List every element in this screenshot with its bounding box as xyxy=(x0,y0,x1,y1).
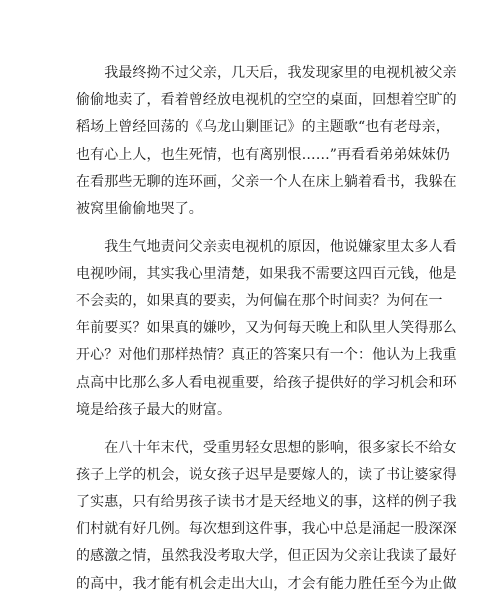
text-line: 稻场上曾经回荡的《乌龙山剿匪记》的主题歌“也有老母亲， xyxy=(76,119,450,136)
text-line: 不会卖的，如果真的要卖，为何偏在那个时间卖？为何在一 xyxy=(76,293,443,310)
text-line: 孩子上学的机会，说女孩子迟早是要嫁人的，读了书让婆家得 xyxy=(76,466,457,483)
text-line: 电视吵闹，其实我心里清楚，如果我不需要这四百元钱，他是 xyxy=(76,265,457,282)
text-line: 我生气地责问父亲卖电视机的原因，他说嫌家里太多人看 xyxy=(76,238,457,255)
text-line: 在八十年末代，受重男轻女思想的影响，很多家长不给女 xyxy=(76,439,457,456)
document-body xyxy=(76,60,457,598)
text-line: 在看那些无聊的连环画，父亲一个人在床上躺着看书，我躲在 xyxy=(76,173,457,190)
text-line: 我最终拗不过父亲，几天后，我发现家里的电视机被父亲 xyxy=(76,65,457,81)
text-line: 点高中比那么多人看电视重要，给孩子提供好的学习机会和环 xyxy=(76,374,457,391)
paragraph-2 xyxy=(76,234,457,424)
text-line: 年前要买？如果真的嫌吵，又为何每天晚上和队里人笑得那么 xyxy=(76,320,457,337)
paragraph-1 xyxy=(76,60,457,223)
text-line: 的感激之情，虽然我没考取大学，但正因为父亲让我读了最好 xyxy=(76,548,457,565)
text-line: 的高中，我才能有机会走出大山，才会有能力胜任至今为止做 xyxy=(76,575,457,592)
text-line: 偷偷地卖了，看着曾经放电视机的空空的桌面，回想着空旷的 xyxy=(76,92,457,109)
text-line: 们村就有好几例。每次想到这件事，我心中总是涌起一股深深 xyxy=(76,521,457,538)
text-line: 了实惠，只有给男孩子读书才是天经地义的事，这样的例子我 xyxy=(76,494,457,510)
text-line: 被窝里偷偷地哭了。 xyxy=(76,200,203,217)
paragraph-3 xyxy=(76,435,457,598)
text-line: 开心？对他们那样热情？真正的答案只有一个：他认为上我重 xyxy=(76,347,457,364)
text-line: 境是给孩子最大的财富。 xyxy=(76,401,232,418)
text-line: 也有心上人，也生死情，也有离别恨……”再看看弟弟妹妹仍 xyxy=(76,146,450,163)
